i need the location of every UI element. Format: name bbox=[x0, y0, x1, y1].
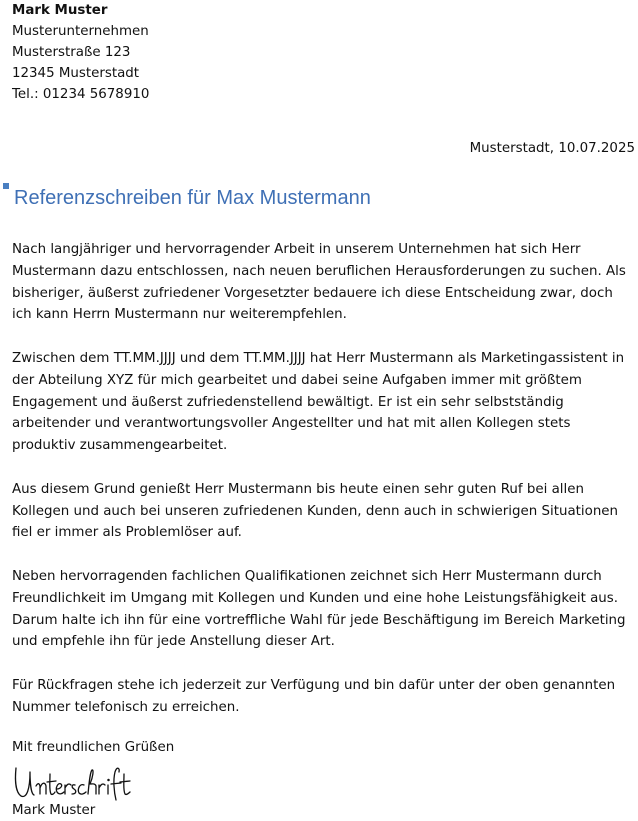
letter-title: Referenzschreiben für Max Mustermann bbox=[14, 187, 371, 209]
sender-city: 12345 Musterstadt bbox=[12, 66, 140, 81]
paragraph: Aus diesem Grund genießt Herr Mustermann bis heute einen sehr guten Ruf bei allen Kollegen und auch bei unseren zufriedenen Kunden, denn auch in schwierigen Situationen fiel er immer als Problemlöser auf. bbox=[12, 481, 619, 541]
paragraph: Zwischen dem TT.MM.JJJJ und dem TT.MM.JJJJ hat Herr Mustermann als Marketingassistent in der Abteilung XYZ für mich gearbeitet und dabei seine Aufgaben immer mit größtem Engagement und äußerst zufriedenstellend bewältigt. Er ist ein sehr selbstständig arbeitender und verantwortungsvoller Angestellter und hat mit allen Kollegen stets produktiv zusammengearbeitet. bbox=[12, 350, 625, 454]
signer-name: Mark Muster bbox=[12, 803, 96, 818]
sender-phone: Tel.: 01234 5678910 bbox=[12, 87, 150, 102]
title-marker bbox=[3, 183, 9, 189]
paragraph: Für Rückfragen stehe ich jederzeit zur Verfügung und bin dafür unter der oben genannten Nummer telefonisch zu erreichen. bbox=[12, 677, 616, 715]
sender-company: Musterunternehmen bbox=[12, 24, 149, 39]
sender-name: Mark Muster bbox=[12, 3, 108, 18]
paragraph: Nach langjähriger und hervorragender Arbeit in unserem Unternehmen hat sich Herr Mustermann dazu entschlossen, nach neuen beruflichen Herausforderungen zu suchen. Als bisheriger, äußerst zufriedener Vorgesetzter bedauere ich diese Entscheidung zwar, doch ich kann Herrn Mustermann nur weiterempfehlen. bbox=[12, 242, 626, 323]
closing-line: Mit freundlichen Grüßen bbox=[12, 740, 175, 755]
sender-street: Musterstraße 123 bbox=[12, 45, 131, 60]
date-line: Musterstadt, 10.07.2025 bbox=[469, 141, 635, 156]
paragraph: Neben hervorragenden fachlichen Qualifikationen zeichnet sich Herr Mustermann durch Freundlichkeit im Umgang mit Kollegen und Kunden und eine hohe Leistungsfähigkeit aus. Darum halte ich ihn für eine vortreffliche Wahl für jede Beschäftigung im Bereich Marketing und empfehle ihn für jede Anstellung dieser Art. bbox=[12, 568, 626, 650]
letter-body bbox=[12, 239, 634, 740]
sender-block bbox=[12, 0, 149, 105]
handwritten-signature bbox=[12, 762, 132, 804]
